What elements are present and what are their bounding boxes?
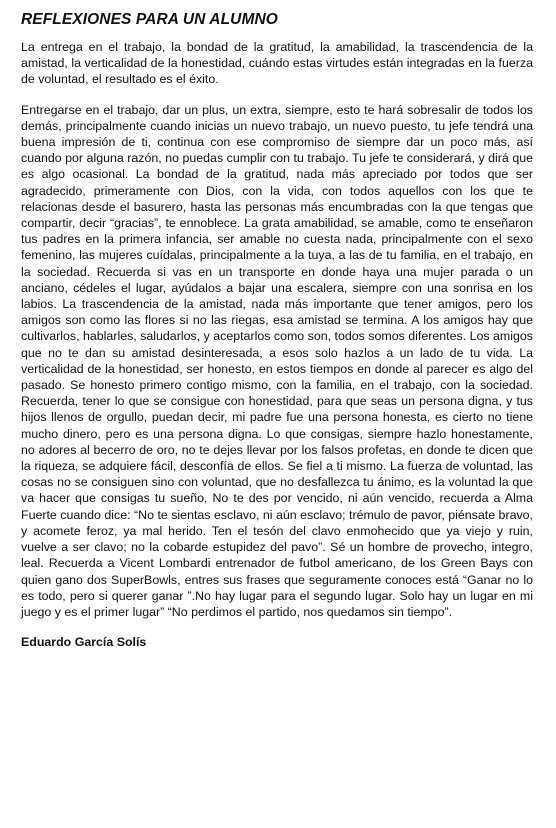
intro-paragraph: La entrega en el trabajo, la bondad de la gratitud, la amabilidad, la trascendencia de la amistad, la verticalidad de la honestidad, cuándo estas virtudes están integradas en la fuerza de voluntad, el resultado es el éxito. xyxy=(21,40,533,87)
author-signature: Eduardo García Solís xyxy=(21,635,147,650)
body-paragraph: Entregarse en el trabajo, dar un plus, un extra, siempre, esto te hará sobresalir de todos los demás, principalmente cuando inicias un nuevo trabajo, un nuevo puesto, tu jefe tendrá una buena impresión de ti, continua con ese compromiso de siempre dar un poco más, así cuando por alguna razón, no puedas cumplir con tu trabajo. Tu jefe te considerará, y dirá que es algo ocasional. La bondad de la gratitud, nada más apreciado por todos que ser agradecido, primeramente con Dios, con la vida, con todos aquellos con los que te relacionas desde el basurero, hasta las personas más encumbradas con la que tengas que compartir, decir “gracias”, te ennoblece. La grata amabilidad, se amable, como te enseñaron tus padres en la primera infancia, ser amable no cuesta nada, principalmente con el sexo femenino, las mujeres cuídalas, principalmente a la tuya, a las de tu familia, en el trabajo, en la sociedad. Recuerda si vas en un transporte en donde haya una mujer parada o un anciano, cédeles el lugar, ayúdalos a bajar una escalera, siempre con una sonrisa en los labios. La trascendencia de la amistad, nada más importante que tener amigos, pero los amigos son como las flores si no las riegas, esa amistad se termina. A los amigos hay que cultivarlos, hablarles, saludarlos, y aceptarlos como son, todos somos diferentes. Los amigos que no te dan su amistad desinteresada, a esos solo hazlos a un lado de tu vida. La verticalidad de la honestidad, ser honesto, en estos tiempos en donde al parecer es algo del pasado. Se honesto primero contigo mismo, con la familia, en el trabajo, con la sociedad. Recuerda, tener lo que se consigue con honestidad, para que seas un persona digna, y tus hijos llenos de orgullo, puedan decir, mi padre fue una persona honesta, es cierto no tiene mucho dinero, pero es una persona digna. Lo que consigas, siempre hazlo honestamente, no adores al becerro de oro, no te dejes llevar por los falsos profetas, en donde te dicen que la riqueza, se adquiere fácil, desconfía de ellos. Se fiel a ti mismo. La fuerza de voluntad, las cosas no se consiguen sino con voluntad, que no desfallezca tu ánimo, es la voluntad la que va hacer que consigas tu sueño, No te des por vencido, ni aún vencido, recuerda a Alma Fuerte cuando dice: “No te sientas esclavo, ni aún esclavo; trémulo de pavor, piénsate bravo, y acomete feroz, ya mal herido. Ten el tesón del clavo enmohecido que ya viejo y ruin, vuelve a ser clavo; no la cobarde estupidez del pavo”. Sé un hombre de provecho, integro, leal. Recuerda a Vicent Lombardi entrenador de futbol americano, de los Green Bays con quien gano dos SuperBowls, entres sus frases que seguramente conoces está “Ganar no lo es todo, pero si querer ganar ”.No hay lugar para el segundo lugar. Solo hay un lugar en mi juego y es el primer lugar” “No perdimos el partido, nos quedamos sin tiempo”. xyxy=(21,102,533,619)
document-page xyxy=(21,10,533,650)
document-title: REFLEXIONES PARA UN ALUMNO xyxy=(21,11,278,28)
